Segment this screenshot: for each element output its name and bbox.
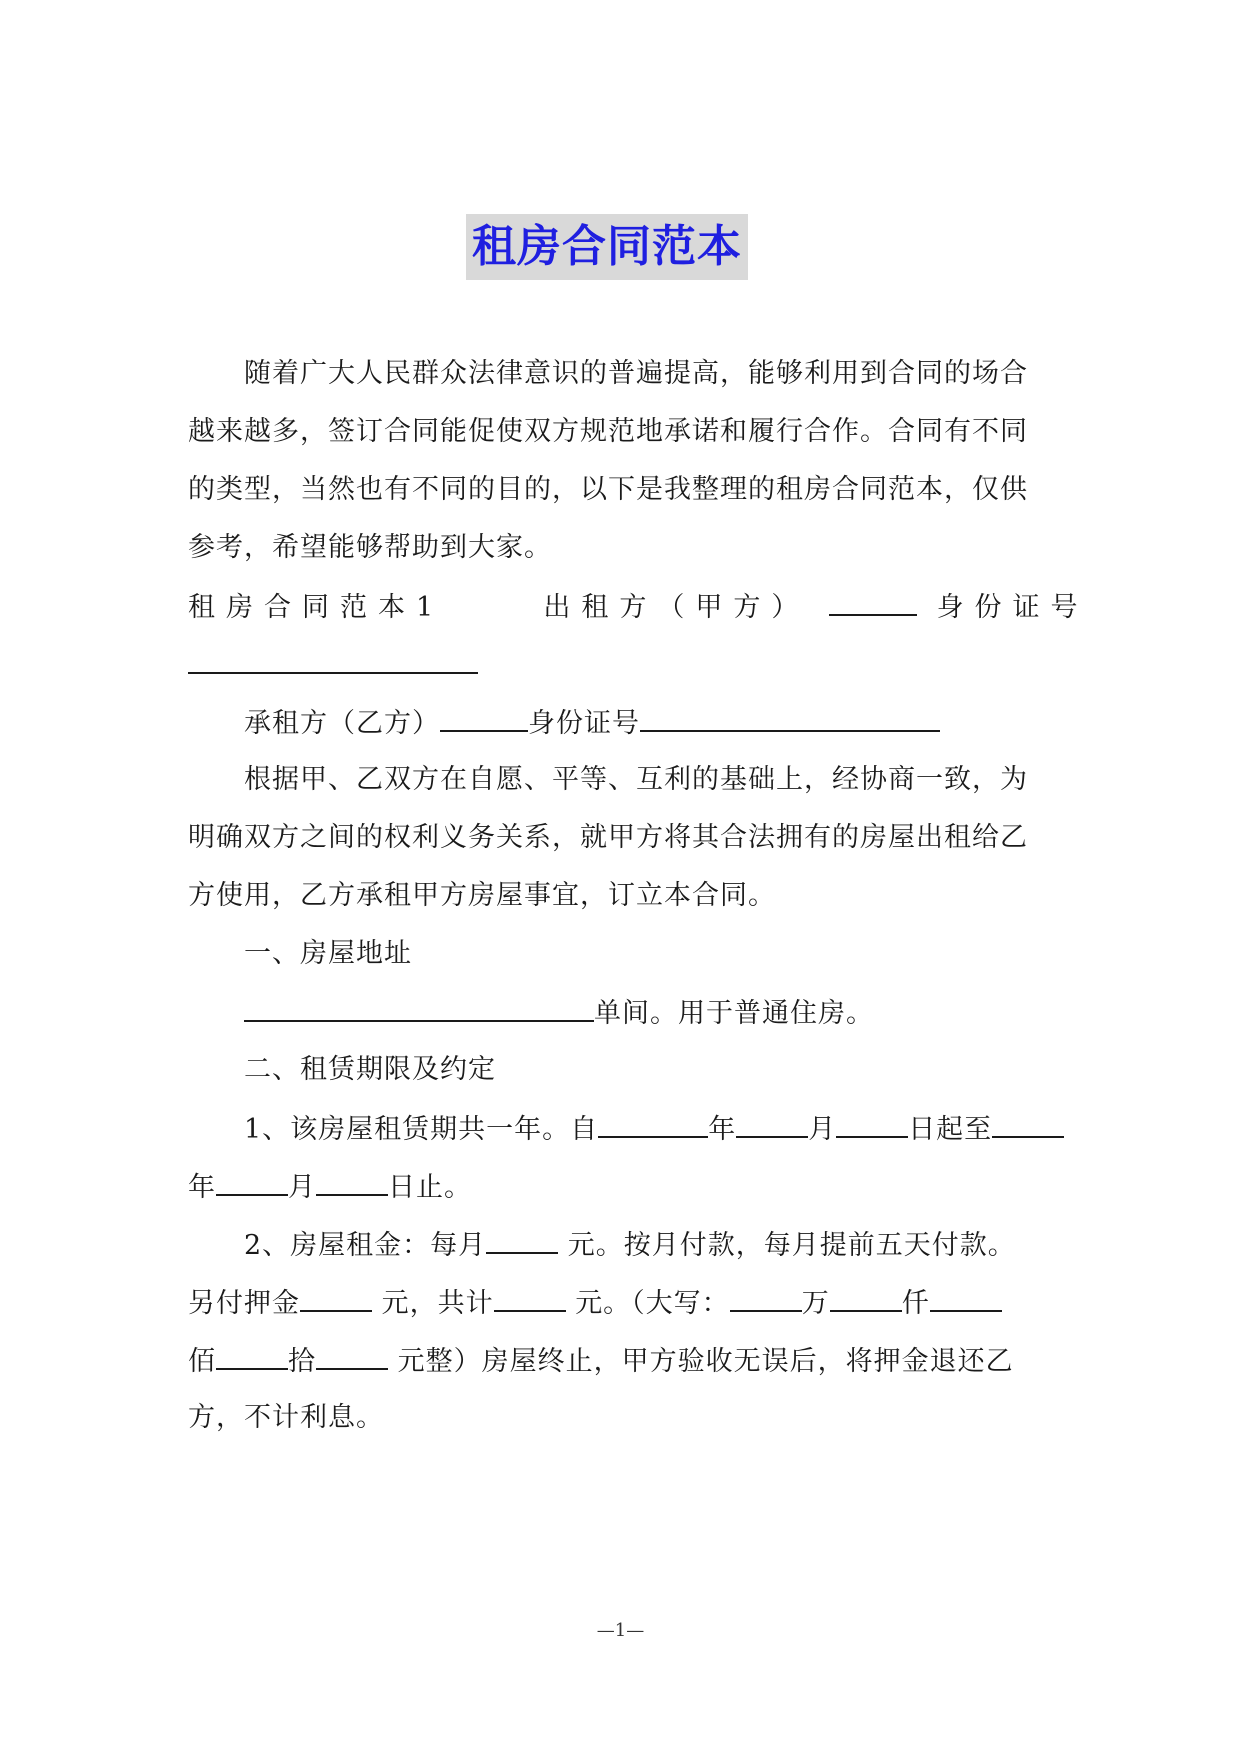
lessee-name-blank <box>440 702 528 732</box>
term-prefix: 1、该房屋租赁期共一年。自 <box>244 1114 599 1145</box>
basis-line-2: 明确双方之间的权利义务关系，就甲方将其合法拥有的房屋出租给乙 <box>188 822 1028 853</box>
section-title: 租房合同范本1 <box>188 592 445 623</box>
bai-blank <box>930 1282 1002 1312</box>
term-month-label: 月 <box>808 1114 837 1145</box>
term-month-label-2: 月 <box>288 1172 316 1203</box>
deposit-label: 另付押金 <box>188 1288 300 1319</box>
term-day-from: 日起至 <box>908 1114 993 1145</box>
document-title: 租房合同范本 <box>466 214 748 280</box>
ge-blank <box>316 1340 388 1370</box>
start-day-blank <box>836 1108 908 1138</box>
upper-label: 元。（大写： <box>575 1288 730 1319</box>
intro-line-4: 参考，希望能够帮助到大家。 <box>188 532 552 563</box>
shi-label: 拾 <box>288 1346 316 1377</box>
intro-line-2: 越来越多，签订合同能促使双方规范地承诺和履行合作。合同有不同 <box>188 416 1028 447</box>
rent-prefix: 2、房屋租金：每月 <box>244 1230 487 1261</box>
lessee-label: 承租方（乙方） <box>244 708 440 739</box>
clause-1-address-line <box>244 992 1068 1034</box>
clause-1-title: 一、房屋地址 <box>244 938 412 969</box>
intro-line-1: 随着广大人民群众法律意识的普遍提高，能够利用到合同的场合 <box>244 358 1028 389</box>
rent-yuan-end: 元整）房屋终止，甲方验收无误后，将押金退还乙 <box>397 1346 1014 1377</box>
basis-line-3: 方使用，乙方承租甲方房屋事宜，订立本合同。 <box>188 880 776 911</box>
lessee-id-blank <box>640 702 940 732</box>
end-month-blank <box>216 1166 288 1196</box>
lessee-line <box>244 702 1068 744</box>
lessor-id-blank <box>188 644 478 674</box>
qian-blank <box>830 1282 902 1312</box>
qian-label: 仟 <box>901 1288 930 1319</box>
lessor-id-label: 身份证号 <box>936 592 1089 623</box>
lessor-label: 出租方（甲方） <box>543 592 810 623</box>
deposit-blank <box>300 1282 372 1312</box>
wan-blank <box>730 1282 802 1312</box>
start-month-blank <box>736 1108 808 1138</box>
intro-line-3: 的类型，当然也有不同的目的，以下是我整理的租房合同范本，仅供 <box>188 474 1028 505</box>
end-year-blank <box>992 1108 1064 1138</box>
clause-1-text: 单间。用于普通住房。 <box>594 998 874 1029</box>
total-label: 元，共计 <box>381 1288 494 1319</box>
lessor-id-line <box>188 644 1068 686</box>
term-line-2 <box>188 1166 1068 1208</box>
term-line-1 <box>244 1108 1068 1150</box>
rent-line-1 <box>244 1224 1068 1266</box>
total-blank <box>494 1282 566 1312</box>
term-year-label: 年 <box>708 1114 737 1145</box>
shi-blank <box>216 1340 288 1370</box>
wan-label: 万 <box>801 1288 830 1319</box>
rent-yuan-pay: 元。按月付款，每月提前五天付款。 <box>567 1230 1016 1261</box>
page-number: —1— <box>596 1620 645 1641</box>
monthly-rent-blank <box>486 1224 558 1254</box>
term-year-label-2: 年 <box>188 1172 216 1203</box>
term-day-to: 日止。 <box>388 1172 472 1203</box>
end-day-blank <box>316 1166 388 1196</box>
clause-2-title: 二、租赁期限及约定 <box>244 1054 496 1085</box>
bai-label: 佰 <box>188 1346 216 1377</box>
lessor-name-blank <box>829 586 917 616</box>
rent-line-4: 方，不计利息。 <box>188 1402 384 1433</box>
start-year-blank <box>598 1108 708 1138</box>
rent-line-3 <box>188 1340 1068 1382</box>
lessee-id-label: 身份证号 <box>528 708 640 739</box>
contract-heading-line <box>188 586 1089 628</box>
address-blank <box>244 992 594 1022</box>
rent-line-2 <box>188 1282 1068 1324</box>
basis-line-1: 根据甲、乙双方在自愿、平等、互利的基础上，经协商一致，为 <box>244 764 1028 795</box>
